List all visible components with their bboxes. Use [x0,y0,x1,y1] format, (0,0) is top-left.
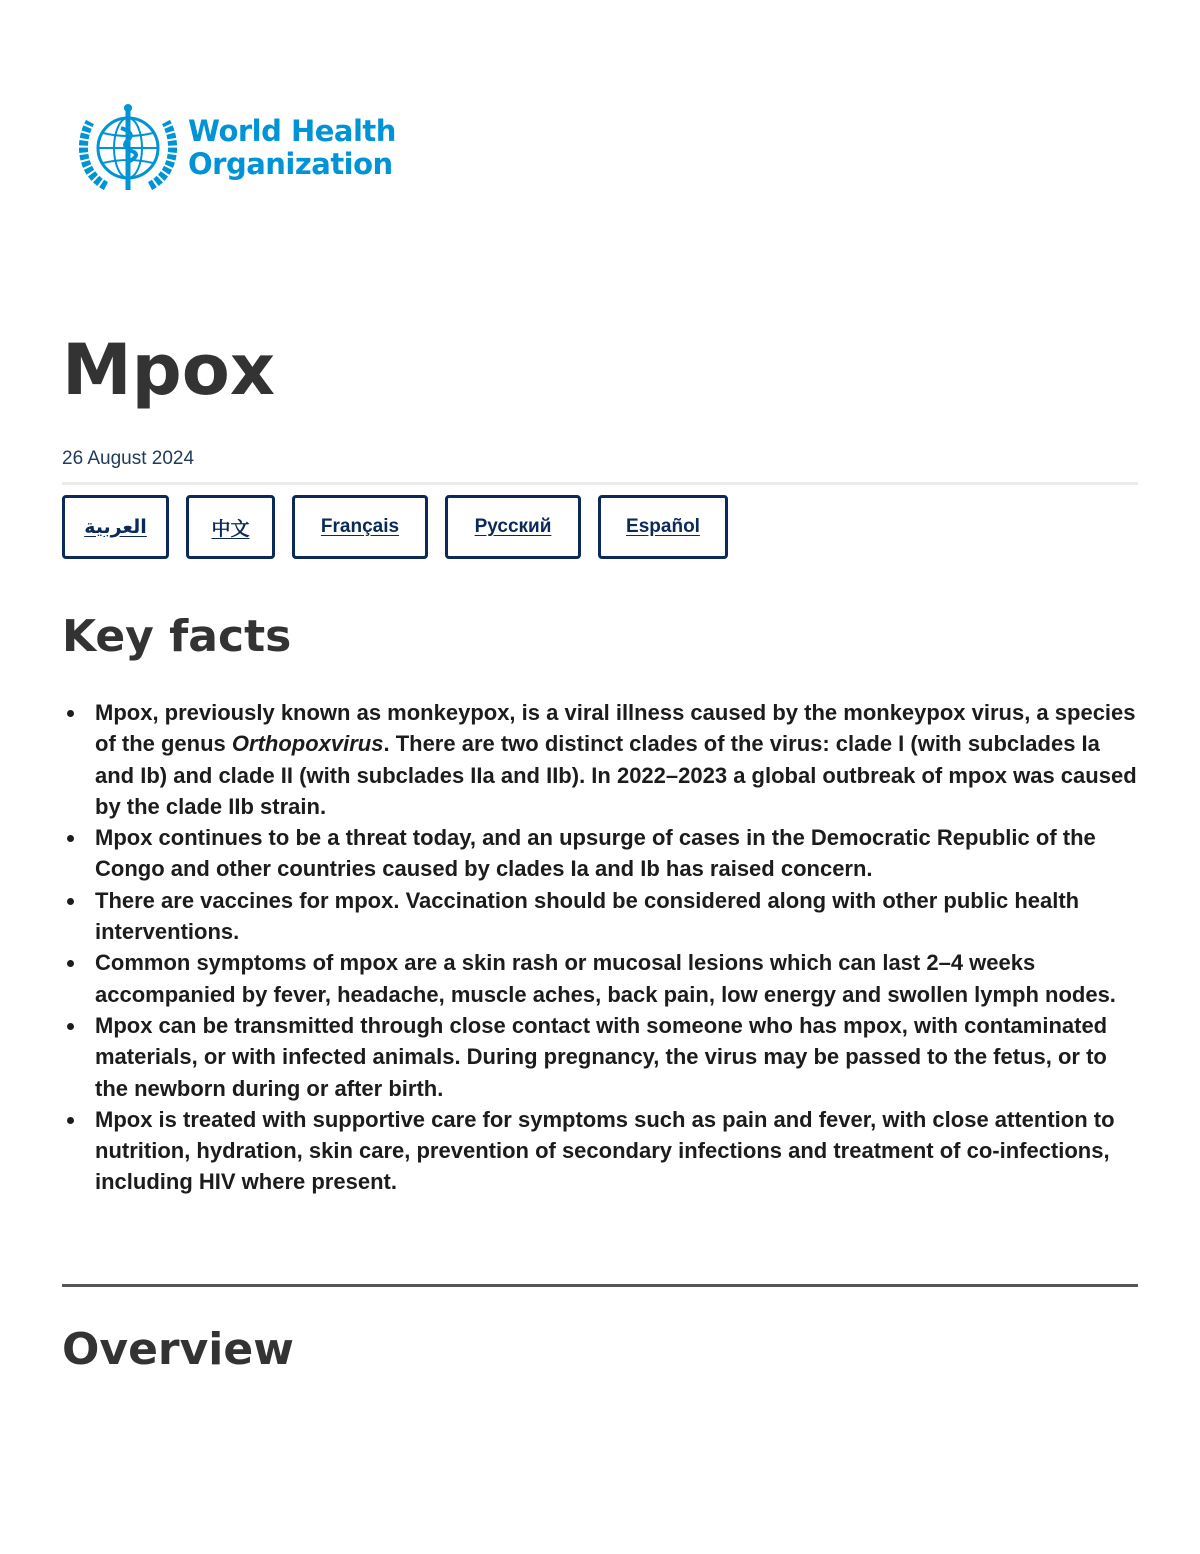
language-link-spanish[interactable]: Español [598,495,728,559]
key-fact-item: Mpox continues to be a threat today, and an upsurge of cases in the Democratic Republic of the Congo and other countries caused by clades Ia and Ib has raised concern. [95,822,1142,885]
divider [62,482,1138,485]
key-fact-item: There are vaccines for mpox. Vaccination should be considered along with other public health interventions. [95,885,1142,948]
section-divider [62,1284,1138,1287]
page-title: Mpox [62,329,276,411]
key-fact-item: Mpox can be transmitted through close contact with someone who has mpox, with contaminated materials, or with infected animals. During pregnancy, the virus may be passed to the fetus, or to the newborn during or after birth. [95,1010,1142,1104]
overview-heading: Overview [62,1324,294,1375]
who-wordmark-line2: Organization [188,147,393,181]
publication-date: 26 August 2024 [62,448,195,469]
who-logo[interactable] [76,100,396,196]
key-fact-item [95,697,1142,822]
language-selector [62,495,728,559]
genus-name: Orthopoxvirus [231,731,384,757]
language-link-russian[interactable]: Русский [445,495,581,559]
language-link-arabic[interactable]: العربية [62,495,169,559]
key-fact-item: Mpox is treated with supportive care for symptoms such as pain and fever, with close attention to nutrition, hydration, skin care, prevention of secondary infections and treatment of co-infections, including HIV where present. [95,1104,1142,1198]
who-wordmark [188,115,396,181]
key-fact-text: Mpox, previously known as monkeypox, is a viral illness caused by the monkeypox virus, a species of the genus [95,700,1136,757]
who-wordmark-line1: World Health [188,114,396,148]
language-link-french[interactable]: Français [292,495,428,559]
who-emblem-icon [76,100,180,196]
key-fact-item: Common symptoms of mpox are a skin rash or mucosal lesions which can last 2–4 weeks accompanied by fever, headache, muscle aches, back pain, low energy and swollen lymph nodes. [95,947,1142,1010]
language-link-chinese[interactable]: 中文 [186,495,275,559]
key-fact-text: . There are two distinct clades of the virus: clade I (with subclades Ia and Ib) and clade II (with subclades IIa and IIb). In 2022–2023 a global outbreak of mpox was caused by the clade IIb strain. [95,731,1137,819]
key-facts-heading: Key facts [62,611,292,662]
key-facts-list [62,697,1142,1198]
